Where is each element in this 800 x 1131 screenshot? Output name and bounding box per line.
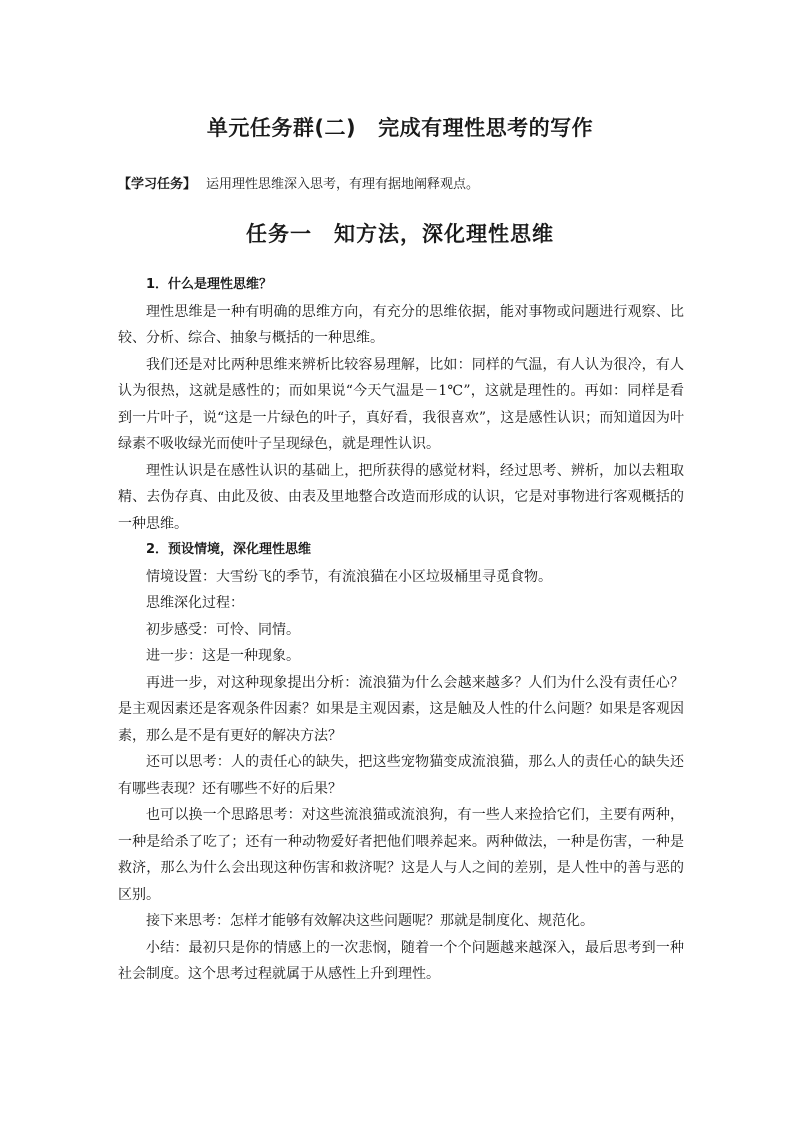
paragraph: 理性认识是在感性认识的基础上，把所获得的感觉材料，经过思考、辨析，加以去粗取精、去伪存真、由此及彼、由表及里地整合改造而形成的认识，它是对事物进行客观概括的一种思维。 — [118, 462, 684, 532]
learning-task-text: 运用理性思维深入思考，有理有据地阐释观点。 — [206, 177, 480, 192]
subheading-preset-scenario: 2．预设情境，深化理性思维 — [146, 542, 312, 557]
unit-title — [0, 112, 800, 142]
section-title-text: 知方法，深化理性思维 — [334, 221, 554, 246]
paragraph: 再进一步，对这种现象提出分析：流浪猫为什么会越来越多？人们为什么没有责任心？是主观因素还是客观条件因素？如果是主观因素，这是触及人性的什么问题？如果是客观因素，那么是不是有更好的解决方法？ — [118, 674, 684, 744]
paragraph: 情境设置：大雪纷飞的季节，有流浪猫在小区垃圾桶里寻觅食物。 — [146, 568, 552, 585]
paragraph: 还可以思考：人的责任心的缺失，把这些宠物猫变成流浪猫，那么人的责任心的缺失还有哪些表现？还有哪些不好的后果？ — [118, 754, 684, 797]
section-title — [0, 218, 800, 248]
paragraph: 接下来思考：怎样才能够有效解决这些问题呢？那就是制度化、规范化。 — [146, 913, 594, 929]
unit-title-label: 单元任务群(二) — [206, 116, 357, 140]
unit-title-subject: 完成有理性思考的写作 — [378, 116, 594, 140]
paragraph: 进一步：这是一种现象。 — [146, 648, 300, 664]
section-title-number: 任务一 — [246, 221, 312, 246]
paragraph: 我们还是对比两种思维来辨析比较容易理解，比如：同样的气温，有人认为很冷，有人认为很热，这就是感性的；而如果说“今天气温是－1℃”，这就是理性的。再如：同样是看到一片叶子，说“这是一片绿色的叶子，真好看，我很喜欢”，这是感性认识；而知道因为叶绿素不吸收绿光而使叶子呈现绿色，就是理性认识。 — [118, 356, 684, 452]
paragraph: 也可以换一个思路思考：对这些流浪猫或流浪狗，有一些人来捡拾它们，主要有两种，一种是给杀了吃了；还有一种动物爱好者把他们喂养起来。两种做法，一种是伤害，一种是救济，那么为什么会出现这种伤害和救济呢？这是人与人之间的差别，是人性中的善与恶的区别。 — [118, 807, 684, 903]
learning-task-tag: 【学习任务】 — [118, 177, 197, 192]
paragraph: 初步感受：可怜、同情。 — [146, 621, 300, 638]
subheading-what-is-rational-thinking: 1．什么是理性思维？ — [146, 277, 273, 292]
paragraph-summary: 小结：最初只是你的情感上的一次悲悯，随着一个个问题越来越深入，最后思考到一种社会制度。这个思考过程就属于从感性上升到理性。 — [118, 939, 684, 982]
learning-task — [118, 173, 479, 192]
paragraph: 理性思维是一种有明确的思维方向，有充分的思维依据，能对事物或问题进行观察、比较、分析、综合、抽象与概括的一种思维。 — [118, 303, 684, 346]
body-text — [118, 272, 684, 988]
paragraph: 思维深化过程： — [146, 595, 244, 611]
